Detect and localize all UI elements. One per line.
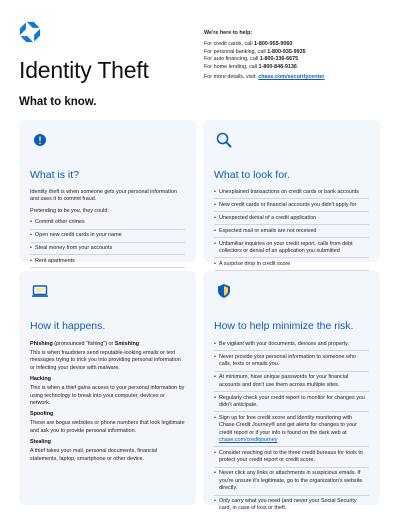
card-heading: What is it? <box>30 169 80 181</box>
spoofing-heading: Spoofing <box>30 411 54 418</box>
help-line: For personal banking, call 1-800-935-9935 <box>204 48 306 55</box>
page-title: Identity Theft <box>19 57 149 83</box>
bullet-list <box>214 189 369 283</box>
shield-icon <box>214 281 234 301</box>
list-item: • Never click any links or attachments in suspicious emails. If you're unsure it's legitimate, go to the organization's website directly. <box>214 470 369 495</box>
list-item: • A surprise drop in credit score <box>214 261 369 271</box>
help-line: For home lending, call 1-800-848-9136 <box>204 63 297 70</box>
stealing-heading: Stealing <box>30 439 51 446</box>
bullet-list <box>214 341 369 515</box>
list-item: • At minimum, have unique passwords for your financial accounts and don't use them across multiple sites. <box>214 374 369 392</box>
spoofing-desc: These are bogus websites or phone numbers that look legitimate and ask you to provide personal information. <box>30 420 185 434</box>
credit-journey-link[interactable]: chase.com/creditjourney <box>219 437 278 444</box>
phone-number[interactable]: 1-800-955-9060 <box>254 41 293 48</box>
list-item: • Unexpected denial of a credit application <box>214 215 369 225</box>
intro-text: Identity theft is when someone gets your personal information and uses it to commit fraud. <box>30 189 177 203</box>
list-item: • New credit cards or financial accounts you didn't apply for <box>214 202 369 212</box>
page-subtitle: What to know. <box>19 96 97 108</box>
list-item: • Expected mail or emails are not received <box>214 228 369 238</box>
phone-number[interactable]: 1-800-336-6675 <box>259 56 299 63</box>
phone-number[interactable]: 1-800-848-9136 <box>258 63 297 70</box>
list-item: • Unfamiliar inquiries on your credit report, calls from debt collectors or denial of an application you submitted <box>214 241 369 259</box>
help-contacts <box>204 30 394 81</box>
list-item: • Only carry what you need (and never your Social Security card, in case of loss or theft. <box>214 498 369 515</box>
laptop-icon <box>30 281 50 301</box>
phishing-heading: Phishing (pronounced “fishing”) or Smishing <box>30 341 140 347</box>
help-heading: We're here to help: <box>204 30 253 36</box>
magnifier-icon <box>214 130 234 150</box>
card-heading: How it happens. <box>30 320 106 332</box>
list-item: • Sign up for free credit score and identity monitoring with Chase Credit Journey® and get alerts for changes to your credit report or if your info is found on the dark web at chase.com/creditjourney <box>214 415 369 448</box>
list-item: • Consider reaching out to the three credit bureaus for tools to protect your credit report or credit score. <box>214 450 369 468</box>
card-heading: What to look for. <box>214 169 290 181</box>
phishing-desc: This is when fraudsters send reputable-looking emails or text messages trying to trick you into providing personal information or infecting your device with malware. <box>30 350 181 371</box>
info-circle-icon <box>30 130 50 150</box>
hacking-heading: Hacking <box>30 376 51 383</box>
what-is-it-card <box>19 120 196 262</box>
help-line: For auto financing, call 1-800-336-6675 <box>204 56 299 63</box>
stealing-desc: A thief takes your mail, personal documents, financial statements, laptop, smartphone or other device. <box>30 448 158 462</box>
security-center-link[interactable]: chase.com/securitycenter <box>258 74 325 81</box>
list-item: • Steal money from your accounts <box>30 245 185 255</box>
help-line: For credit cards, call 1-800-955-9060 <box>204 41 293 48</box>
list-item: • Be vigilant with your documents, devices and property. <box>214 341 369 351</box>
phone-number[interactable]: 1-800-935-9935 <box>267 48 306 55</box>
list-item: • Unexplained transactions on credit cards or bank accounts <box>214 189 369 199</box>
card-heading: How to help minimize the risk. <box>214 320 354 332</box>
chase-octagon-logo <box>19 21 41 43</box>
lead-text: Pretending to be you, they could: <box>30 207 109 214</box>
list-item: • Commit other crimes <box>30 219 185 229</box>
list-item: • Rent apartments <box>30 258 185 268</box>
help-more: For more details, visit: chase.com/securitycenter <box>204 74 325 81</box>
hacking-desc: This is when a thief gains access to your personal information by using technology to break into your computer, devices or network. <box>30 385 185 407</box>
how-it-happens-card <box>19 271 196 505</box>
minimize-risk-card <box>203 271 380 512</box>
what-to-look-for-card <box>203 120 380 267</box>
list-item: • Open new credit cards in your name <box>30 232 185 242</box>
list-item: • Regularly check your credit report to monitor for changes you didn't anticipate. <box>214 395 369 413</box>
list-item: • Never provide your personal information to someone who calls, texts or emails you. <box>214 354 369 372</box>
